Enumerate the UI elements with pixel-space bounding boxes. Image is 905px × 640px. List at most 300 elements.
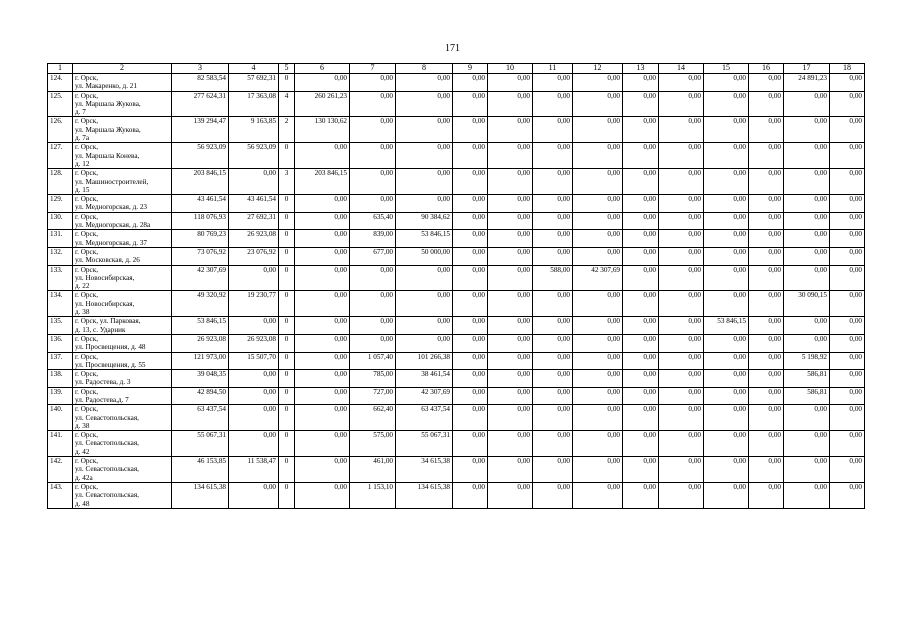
address-line: г. Орск, ул. Парковая, [75,317,141,326]
value-cell-col18: 0,00 [830,291,865,317]
value-cell-col12: 0,00 [573,230,623,248]
address-line: г. Орск, [75,291,98,300]
value-cell-col12: 0,00 [573,317,623,335]
value-cell-col10: 0,00 [488,387,533,405]
value-cell-col15: 0,00 [704,230,749,248]
value-cell-col10: 0,00 [488,169,533,195]
row-number-cell: 142. [48,457,73,483]
value-cell-col4: 23 076,92 [229,247,279,265]
value-cell-col4: 0,00 [229,169,279,195]
value-cell-col5: 0 [279,405,295,431]
table-row [48,334,865,352]
value-cell-col6: 0,00 [295,212,350,230]
value-cell-col3: 118 076,93 [172,212,229,230]
address-cell [73,352,172,370]
address-cell [73,212,172,230]
value-cell-col14: 0,00 [659,405,704,431]
value-cell-col13: 0,00 [623,457,659,483]
address-cell [73,431,172,457]
value-cell-col8: 53 846,15 [396,230,453,248]
value-cell-col3: 203 846,15 [172,169,229,195]
value-cell-col11: 0,00 [533,457,573,483]
value-cell-col5: 0 [279,143,295,169]
value-cell-col3: 277 624,31 [172,91,229,117]
value-cell-col11: 0,00 [533,482,573,508]
value-cell-col10: 0,00 [488,247,533,265]
value-cell-col7: 727,00 [350,387,396,405]
value-cell-col15: 0,00 [704,195,749,213]
value-cell-col7: 0,00 [350,143,396,169]
value-cell-col16: 0,00 [749,291,784,317]
value-cell-col13: 0,00 [623,74,659,92]
value-cell-col11: 0,00 [533,334,573,352]
value-cell-col3: 134 615,38 [172,482,229,508]
value-cell-col3: 56 923,09 [172,143,229,169]
value-cell-col14: 0,00 [659,247,704,265]
value-cell-col5: 0 [279,230,295,248]
column-number-header: 9 [453,64,488,74]
address-line: д. 48 [75,499,90,508]
value-cell-col15: 0,00 [704,117,749,143]
address-cell [73,457,172,483]
value-cell-col12: 0,00 [573,482,623,508]
address-line: г. Орск, [75,230,98,239]
value-cell-col16: 0,00 [749,334,784,352]
address-line: д. 38 [75,421,90,430]
value-cell-col15: 0,00 [704,265,749,291]
table-row [48,265,865,291]
value-cell-col8: 101 266,38 [396,352,453,370]
value-cell-col17: 0,00 [784,247,830,265]
value-cell-col16: 0,00 [749,265,784,291]
value-cell-col14: 0,00 [659,230,704,248]
row-number-cell: 130. [48,212,73,230]
address-line: ул. Маршала Конева, [75,151,140,160]
value-cell-col8: 0,00 [396,195,453,213]
value-cell-col7: 1 057,40 [350,352,396,370]
value-cell-col9: 0,00 [453,195,488,213]
value-cell-col10: 0,00 [488,352,533,370]
value-cell-col6: 260 261,23 [295,91,350,117]
value-cell-col13: 0,00 [623,431,659,457]
value-cell-col7: 635,40 [350,212,396,230]
value-cell-col6: 0,00 [295,143,350,169]
value-cell-col17: 5 198,92 [784,352,830,370]
value-cell-col14: 0,00 [659,482,704,508]
row-number-cell: 138. [48,370,73,388]
column-number-header: 15 [704,64,749,74]
value-cell-col16: 0,00 [749,143,784,169]
value-cell-col10: 0,00 [488,212,533,230]
value-cell-col18: 0,00 [830,265,865,291]
value-cell-col6: 203 846,15 [295,169,350,195]
address-line: г. Орск, [75,370,98,379]
value-cell-col8: 34 615,38 [396,457,453,483]
value-cell-col16: 0,00 [749,457,784,483]
value-cell-col5: 0 [279,482,295,508]
address-line: д. 7а [75,134,90,143]
value-cell-col18: 0,00 [830,370,865,388]
value-cell-col7: 0,00 [350,74,396,92]
value-cell-col8: 0,00 [396,91,453,117]
value-cell-col17: 0,00 [784,317,830,335]
value-cell-col11: 0,00 [533,387,573,405]
value-cell-col3: 73 076,92 [172,247,229,265]
column-number-header: 6 [295,64,350,74]
value-cell-col3: 42 307,69 [172,265,229,291]
row-number-cell: 132. [48,247,73,265]
value-cell-col11: 0,00 [533,405,573,431]
value-cell-col17: 0,00 [784,334,830,352]
value-cell-col7: 0,00 [350,291,396,317]
value-cell-col6: 0,00 [295,230,350,248]
value-cell-col4: 43 461,54 [229,195,279,213]
table-row [48,405,865,431]
value-cell-col4: 17 363,08 [229,91,279,117]
value-cell-col13: 0,00 [623,291,659,317]
value-cell-col16: 0,00 [749,169,784,195]
value-cell-col13: 0,00 [623,169,659,195]
value-cell-col7: 839,00 [350,230,396,248]
value-cell-col14: 0,00 [659,352,704,370]
value-cell-col12: 0,00 [573,431,623,457]
address-line: г. Орск, [75,91,98,100]
value-cell-col5: 4 [279,91,295,117]
address-line: г. Орск, [75,169,98,178]
value-cell-col8: 0,00 [396,117,453,143]
value-cell-col9: 0,00 [453,334,488,352]
value-cell-col15: 0,00 [704,291,749,317]
value-cell-col6: 0,00 [295,195,350,213]
table-row [48,74,865,92]
value-cell-col4: 0,00 [229,387,279,405]
value-cell-col16: 0,00 [749,387,784,405]
address-line: д. 15 [75,185,90,194]
value-cell-col4: 11 538,47 [229,457,279,483]
value-cell-col13: 0,00 [623,265,659,291]
value-cell-col4: 0,00 [229,370,279,388]
value-cell-col11: 0,00 [533,212,573,230]
address-cell [73,143,172,169]
value-cell-col8: 0,00 [396,74,453,92]
value-cell-col5: 0 [279,291,295,317]
row-number-cell: 134. [48,291,73,317]
value-cell-col13: 0,00 [623,212,659,230]
value-cell-col11: 0,00 [533,230,573,248]
value-cell-col13: 0,00 [623,230,659,248]
value-cell-col17: 586,81 [784,370,830,388]
value-cell-col16: 0,00 [749,212,784,230]
column-number-header: 2 [73,64,172,74]
value-cell-col9: 0,00 [453,352,488,370]
value-cell-col4: 0,00 [229,405,279,431]
value-cell-col7: 662,40 [350,405,396,431]
column-number-header: 16 [749,64,784,74]
value-cell-col8: 0,00 [396,291,453,317]
value-cell-col18: 0,00 [830,169,865,195]
value-cell-col8: 0,00 [396,265,453,291]
value-cell-col12: 0,00 [573,405,623,431]
value-cell-col12: 0,00 [573,195,623,213]
value-cell-col11: 0,00 [533,317,573,335]
address-line: ул. Просвещения, д. 55 [75,360,146,369]
value-cell-col9: 0,00 [453,291,488,317]
value-cell-col9: 0,00 [453,169,488,195]
value-cell-col15: 0,00 [704,74,749,92]
address-line: ул. Новосибирская, [75,273,135,282]
value-cell-col8: 63 437,54 [396,405,453,431]
address-line: г. Орск, [75,482,98,491]
value-cell-col18: 0,00 [830,431,865,457]
value-cell-col17: 0,00 [784,143,830,169]
value-cell-col18: 0,00 [830,334,865,352]
value-cell-col12: 0,00 [573,91,623,117]
value-cell-col10: 0,00 [488,74,533,92]
value-cell-col15: 0,00 [704,457,749,483]
value-cell-col15: 0,00 [704,387,749,405]
row-number-cell: 131. [48,230,73,248]
value-cell-col13: 0,00 [623,334,659,352]
value-cell-col18: 0,00 [830,143,865,169]
row-number-cell: 140. [48,405,73,431]
column-number-header: 7 [350,64,396,74]
value-cell-col3: 26 923,08 [172,334,229,352]
value-cell-col10: 0,00 [488,334,533,352]
table-row [48,230,865,248]
value-cell-col9: 0,00 [453,405,488,431]
value-cell-col5: 0 [279,317,295,335]
value-cell-col9: 0,00 [453,230,488,248]
value-cell-col15: 0,00 [704,352,749,370]
address-cell [73,334,172,352]
value-cell-col15: 0,00 [704,212,749,230]
address-cell [73,195,172,213]
value-cell-col4: 26 923,08 [229,334,279,352]
column-number-header: 12 [573,64,623,74]
address-line: г. Орск, [75,387,98,396]
value-cell-col14: 0,00 [659,370,704,388]
value-cell-col17: 0,00 [784,265,830,291]
value-cell-col13: 0,00 [623,91,659,117]
value-cell-col18: 0,00 [830,317,865,335]
value-cell-col6: 0,00 [295,265,350,291]
value-cell-col15: 0,00 [704,169,749,195]
value-cell-col6: 0,00 [295,482,350,508]
value-cell-col11: 0,00 [533,247,573,265]
address-line: ул. Севастопольская, [75,465,139,474]
address-line: г. Орск, [75,405,98,414]
value-cell-col8: 0,00 [396,143,453,169]
value-cell-col15: 0,00 [704,143,749,169]
value-cell-col15: 0,00 [704,334,749,352]
value-cell-col17: 0,00 [784,212,830,230]
value-cell-col15: 0,00 [704,405,749,431]
value-cell-col17: 0,00 [784,230,830,248]
address-line: д. 42 [75,447,90,456]
value-cell-col13: 0,00 [623,370,659,388]
address-cell [73,74,172,92]
value-cell-col6: 0,00 [295,352,350,370]
value-cell-col16: 0,00 [749,405,784,431]
table-row [48,247,865,265]
value-cell-col7: 0,00 [350,117,396,143]
value-cell-col4: 15 507,70 [229,352,279,370]
value-cell-col4: 56 923,09 [229,143,279,169]
value-cell-col10: 0,00 [488,117,533,143]
value-cell-col16: 0,00 [749,370,784,388]
column-number-header: 11 [533,64,573,74]
table-row [48,457,865,483]
value-cell-col16: 0,00 [749,317,784,335]
value-cell-col17: 0,00 [784,431,830,457]
value-cell-col18: 0,00 [830,91,865,117]
value-cell-col15: 53 846,15 [704,317,749,335]
value-cell-col13: 0,00 [623,117,659,143]
address-line: ул. Новосибирская, [75,299,135,308]
value-cell-col9: 0,00 [453,247,488,265]
value-cell-col14: 0,00 [659,457,704,483]
address-cell [73,370,172,388]
row-number-cell: 143. [48,482,73,508]
value-cell-col15: 0,00 [704,482,749,508]
value-cell-col12: 0,00 [573,387,623,405]
address-line: ул. Радостева, д. 3 [75,378,131,387]
value-cell-col10: 0,00 [488,91,533,117]
value-cell-col12: 0,00 [573,334,623,352]
value-cell-col18: 0,00 [830,247,865,265]
address-line: ул. Московская, д. 26 [75,256,140,265]
value-cell-col12: 0,00 [573,143,623,169]
value-cell-col11: 0,00 [533,143,573,169]
address-line: г. Орск, [75,117,98,126]
value-cell-col6: 0,00 [295,317,350,335]
value-cell-col9: 0,00 [453,431,488,457]
address-line: ул. Медногорская, д. 28а [75,221,151,230]
value-cell-col15: 0,00 [704,370,749,388]
value-cell-col14: 0,00 [659,431,704,457]
value-cell-col3: 139 294,47 [172,117,229,143]
value-cell-col18: 0,00 [830,195,865,213]
value-cell-col13: 0,00 [623,352,659,370]
value-cell-col16: 0,00 [749,482,784,508]
table-row [48,482,865,508]
value-cell-col6: 0,00 [295,457,350,483]
value-cell-col6: 0,00 [295,405,350,431]
value-cell-col14: 0,00 [659,74,704,92]
column-number-header: 17 [784,64,830,74]
value-cell-col5: 0 [279,370,295,388]
address-line: г. Орск, [75,74,98,82]
address-cell [73,405,172,431]
value-cell-col14: 0,00 [659,117,704,143]
value-cell-col10: 0,00 [488,265,533,291]
value-cell-col5: 0 [279,74,295,92]
value-cell-col9: 0,00 [453,117,488,143]
value-cell-col12: 0,00 [573,117,623,143]
address-line: г. Орск, [75,195,98,204]
address-cell [73,265,172,291]
value-cell-col12: 0,00 [573,370,623,388]
value-cell-col14: 0,00 [659,334,704,352]
value-cell-col5: 0 [279,387,295,405]
value-cell-col17: 0,00 [784,457,830,483]
value-cell-col9: 0,00 [453,387,488,405]
value-cell-col11: 0,00 [533,195,573,213]
value-cell-col17: 0,00 [784,91,830,117]
address-line: ул. Медногорская, д. 37 [75,238,148,247]
value-cell-col14: 0,00 [659,387,704,405]
value-cell-col12: 0,00 [573,457,623,483]
value-cell-col7: 785,00 [350,370,396,388]
row-number-cell: 135. [48,317,73,335]
row-number-cell: 133. [48,265,73,291]
value-cell-col18: 0,00 [830,387,865,405]
row-number-cell: 139. [48,387,73,405]
value-cell-col7: 1 153,10 [350,482,396,508]
value-cell-col3: 121 973,00 [172,352,229,370]
value-cell-col18: 0,00 [830,457,865,483]
address-line: д. 38 [75,308,90,317]
value-cell-col10: 0,00 [488,370,533,388]
value-cell-col15: 0,00 [704,431,749,457]
value-cell-col4: 19 230,77 [229,291,279,317]
value-cell-col11: 0,00 [533,431,573,457]
value-cell-col7: 0,00 [350,265,396,291]
address-cell [73,317,172,335]
value-cell-col12: 0,00 [573,169,623,195]
value-cell-col16: 0,00 [749,230,784,248]
value-cell-col9: 0,00 [453,143,488,169]
value-cell-col6: 0,00 [295,291,350,317]
address-line: ул. Медногорская, д. 23 [75,203,148,212]
address-cell [73,117,172,143]
value-cell-col7: 0,00 [350,317,396,335]
value-cell-col10: 0,00 [488,291,533,317]
address-line: д. 22 [75,282,90,291]
value-cell-col15: 0,00 [704,91,749,117]
value-cell-col4: 26 923,08 [229,230,279,248]
address-line: д. 42а [75,473,93,482]
value-cell-col9: 0,00 [453,265,488,291]
address-cell [73,482,172,508]
value-cell-col9: 0,00 [453,91,488,117]
page-number: 171 [445,43,460,54]
value-cell-col8: 38 461,54 [396,370,453,388]
value-cell-col6: 0,00 [295,247,350,265]
value-cell-col14: 0,00 [659,317,704,335]
value-cell-col12: 0,00 [573,212,623,230]
column-number-header: 14 [659,64,704,74]
value-cell-col3: 49 320,92 [172,291,229,317]
address-cell [73,169,172,195]
value-cell-col11: 0,00 [533,370,573,388]
value-cell-col7: 0,00 [350,169,396,195]
value-cell-col3: 80 769,23 [172,230,229,248]
value-cell-col5: 0 [279,265,295,291]
column-number-header: 13 [623,64,659,74]
value-cell-col13: 0,00 [623,247,659,265]
value-cell-col8: 90 384,62 [396,212,453,230]
address-line: г. Орск, [75,265,98,274]
table-row [48,195,865,213]
value-cell-col14: 0,00 [659,291,704,317]
value-cell-col5: 3 [279,169,295,195]
table-row [48,317,865,335]
value-cell-col3: 55 067,31 [172,431,229,457]
address-cell [73,387,172,405]
value-cell-col10: 0,00 [488,195,533,213]
address-line: г. Орск, [75,431,98,440]
